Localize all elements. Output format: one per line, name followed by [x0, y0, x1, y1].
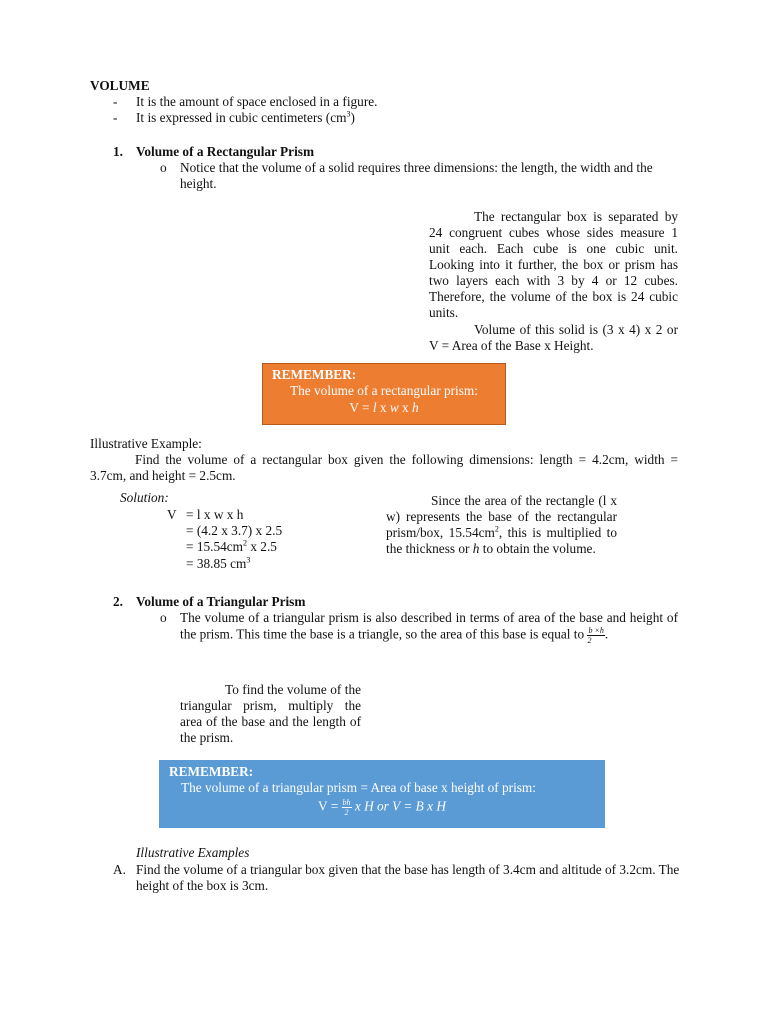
section2-bullet-text — [180, 610, 678, 645]
examples2-label: Illustrative Examples — [136, 845, 250, 860]
section2-frac-den: 2 — [587, 636, 592, 645]
examples2-letter: A. — [113, 862, 126, 877]
remember-box-rectangular — [262, 363, 506, 425]
solution-step-3 — [186, 539, 277, 555]
formula-rect-h: h — [412, 400, 419, 415]
section2-para: To find the volume of the triangular prism, multiply the area of the base and the length of the prism. — [180, 682, 361, 745]
example1-label: Illustrative Example: — [90, 436, 202, 451]
section1-para1: The rectangular box is separated by 24 congruent cubes whose sides measure 1 unit each. Each cube is one cubic unit. Looking into it further, the box or prism has two layers each with 3 by 4 or 12 cubes. Therefore, the volume of the box is 24 cubic units. — [429, 209, 678, 320]
formula-tri-frac-den: 2 — [344, 808, 349, 817]
formula-rect-w: w — [389, 400, 399, 415]
remember-formula-tri — [159, 798, 605, 817]
solution-step-3-sup: 2 — [243, 538, 247, 548]
formula-rect-prefix: V = — [349, 400, 373, 415]
formula-tri-fraction — [342, 798, 352, 817]
formula-tri-prefix: V = — [318, 798, 342, 814]
remember-line-rect: The volume of a rectangular prism: — [290, 383, 478, 398]
section2-bullet: o — [160, 610, 167, 625]
formula-rect-x2: x — [398, 400, 413, 415]
intro-dash-2: - — [113, 110, 118, 125]
section2-bullet-text-main: The volume of a triangular prism is also described in terms of area of the base and height of the prism. This time the base is a triangle, so the area of this base is equal to — [180, 610, 678, 642]
intro-item-2-end: ) — [350, 110, 355, 125]
solution-step-4 — [186, 556, 250, 572]
note-c: to obtain the volume. — [479, 541, 596, 556]
example1-problem: Find the volume of a rectangular box given the following dimensions: length = 4.2cm, width = 3.7cm, and height = 2.5cm. — [90, 452, 678, 483]
section2-heading: Volume of a Triangular Prism — [136, 594, 306, 609]
note-sup: 2 — [494, 524, 499, 534]
example1-note — [386, 493, 617, 557]
formula-rect-l: l — [372, 400, 377, 415]
intro-item-2 — [136, 110, 355, 126]
solution-step-2: = (4.2 x 3.7) x 2.5 — [186, 523, 283, 538]
intro-item-1: It is the amount of space enclosed in a figure. — [136, 94, 378, 109]
section2-number: 2. — [113, 594, 123, 609]
section2-frac-end: . — [604, 626, 609, 642]
note-b: , this is multiplied to the thickness or — [386, 525, 617, 556]
remember-line-tri: The volume of a triangular prism = Area of base x height of prism: — [181, 780, 536, 795]
section1-bullet-text: Notice that the volume of a solid requires three dimensions: the length, the width and the height. — [180, 160, 653, 191]
solution-step-4-a: = 38.85 cm — [186, 556, 247, 571]
note-a: Since the area of the rectangle (l x w) represents the base of the rectangular prism/box, 15.54cm — [386, 493, 617, 540]
section1-para2: Volume of this solid is (3 x 4) x 2 or V = Area of the Base x Height. — [429, 322, 678, 353]
section1-number: 1. — [113, 144, 123, 159]
remember-title-rect: REMEMBER: — [272, 367, 357, 382]
formula-tri-rest: x H or V = B x H — [351, 798, 446, 814]
formula-tri-frac-num: bh — [342, 798, 351, 807]
solution-v: V — [167, 507, 177, 522]
page-title: VOLUME — [90, 78, 150, 93]
intro-item-2-sup: 3 — [346, 109, 351, 119]
remember-formula-rect — [263, 400, 505, 416]
solution-step-4-sup: 3 — [246, 555, 251, 565]
note-h: h — [472, 541, 480, 556]
remember-box-triangular — [159, 760, 605, 828]
solution-label: Solution: — [120, 490, 169, 505]
section1-heading: Volume of a Rectangular Prism — [136, 144, 315, 159]
remember-title-tri: REMEMBER: — [169, 764, 254, 779]
solution-step-3-a: = 15.54cm — [186, 539, 243, 554]
intro-item-2-text: It is expressed in cubic centimeters (cm — [136, 110, 347, 125]
solution-step-3-b: x 2.5 — [247, 539, 277, 554]
section2-frac-num: b ×h — [588, 626, 604, 635]
examples2-item-a: Find the volume of a triangular box given that the base has length of 3.4cm and altitude of 3.2cm. The height of the box is 3cm. — [136, 862, 680, 893]
intro-dash-1: - — [113, 94, 118, 109]
formula-rect-x1: x — [376, 400, 390, 415]
section1-bullet: o — [160, 160, 167, 175]
solution-step-1: = l x w x h — [186, 507, 244, 522]
section2-fraction — [587, 626, 604, 645]
